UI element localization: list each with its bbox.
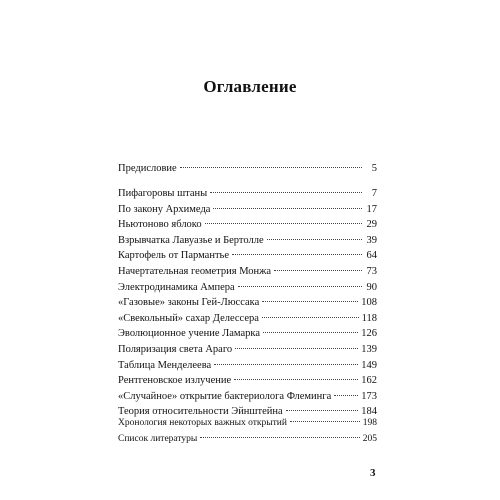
toc-entry-label: «Газовые» законы Гей-Люссака	[118, 297, 260, 309]
toc-leader-dots	[286, 410, 359, 411]
toc-group-preface	[118, 161, 377, 177]
toc-entry-label: Электродинамика Ампера	[118, 281, 235, 293]
toc-entry-label: Ньютоново яблоко	[118, 219, 202, 231]
toc-entry-label: Теория относительности Эйнштейна	[118, 406, 283, 418]
toc-leader-dots	[263, 332, 358, 333]
toc-entry-label: Поляризация света Араго	[118, 343, 233, 355]
toc-entry-page: 108	[361, 297, 377, 309]
toc-leader-dots	[262, 317, 359, 318]
toc-entry-label: Начертательная геометрия Монжа	[118, 265, 272, 277]
toc-entry	[118, 389, 377, 405]
toc-entry-label: Хронология некоторых важных открытий	[118, 418, 287, 428]
toc-entry-page: 5	[371, 163, 377, 174]
toc-entry-label: Пифагоровы штаны	[118, 188, 208, 199]
toc-leader-dots	[214, 364, 358, 365]
toc-entry-page: 162	[361, 375, 377, 387]
toc-entry	[118, 186, 377, 202]
toc-leader-dots	[267, 239, 362, 240]
toc-entry-page: 173	[361, 390, 377, 402]
toc-entry-page: 39	[366, 234, 377, 246]
toc-group-appendix	[118, 416, 377, 447]
toc-entry	[118, 202, 377, 218]
toc-entry	[118, 326, 377, 342]
toc-entry	[118, 161, 377, 177]
toc-entry-page: 7	[371, 188, 377, 199]
toc-leader-dots	[205, 223, 362, 224]
toc-entry-label: По закону Архимеда	[118, 203, 211, 215]
toc-entry-page: 198	[362, 418, 377, 428]
toc-entry	[118, 233, 377, 249]
toc-entry-label: Взрывчатка Лавуазье и Бертолле	[118, 234, 264, 246]
toc-entry	[118, 432, 377, 448]
toc-entry-label: Эволюционное учение Ламарка	[118, 328, 260, 340]
toc-entry-page: 29	[366, 219, 377, 231]
page-title: Оглавление	[203, 77, 297, 96]
toc-leader-dots	[334, 395, 358, 396]
toc-entry	[118, 373, 377, 389]
toc-entry-label: Список литературы	[118, 433, 198, 444]
toc-entry	[118, 217, 377, 233]
toc-entry-page: 149	[361, 359, 377, 371]
toc-entry-label: Картофель от Пармантье	[118, 250, 230, 262]
toc-entry	[118, 248, 377, 264]
toc-entry-label: «Случайное» открытие бактериолога Флеминга	[118, 390, 332, 402]
toc-entry-page: 64	[366, 250, 377, 262]
toc-entry	[118, 264, 377, 280]
toc-entry-page: 205	[362, 433, 377, 444]
toc-leader-dots	[210, 192, 362, 193]
toc-group-chapters	[118, 186, 377, 420]
toc-leader-dots	[213, 208, 362, 209]
toc-entry-page: 139	[361, 343, 377, 355]
toc-entry	[118, 342, 377, 358]
toc-entry-label: Таблица Менделеева	[118, 359, 212, 371]
toc-entry	[118, 358, 377, 374]
toc-leader-dots	[235, 348, 358, 349]
toc-leader-dots	[274, 270, 362, 271]
toc-leader-dots	[200, 437, 359, 438]
toc-entry	[118, 295, 377, 311]
toc-leader-dots	[232, 254, 362, 255]
toc-entry-page: 126	[361, 328, 377, 340]
toc-leader-dots	[290, 421, 360, 422]
toc-leader-dots	[262, 301, 358, 302]
toc-entry-page: 90	[366, 281, 377, 293]
toc-leader-dots	[238, 286, 362, 287]
toc-entry-label: Предисловие	[118, 163, 177, 174]
toc-entry-page: 73	[366, 265, 377, 277]
toc-entry	[118, 416, 377, 432]
toc-entry-page: 17	[366, 203, 377, 215]
toc-leader-dots	[180, 167, 362, 168]
toc-entry-label: «Свекольный» сахар Делессера	[118, 312, 259, 324]
page-number: 3	[370, 467, 376, 479]
toc-entry-page: 118	[361, 312, 377, 324]
toc-entry-label: Рентгеновское излучение	[118, 375, 232, 387]
toc-entry-page: 184	[361, 406, 377, 418]
toc-entry	[118, 280, 377, 296]
toc-entry	[118, 311, 377, 327]
toc-leader-dots	[234, 379, 358, 380]
